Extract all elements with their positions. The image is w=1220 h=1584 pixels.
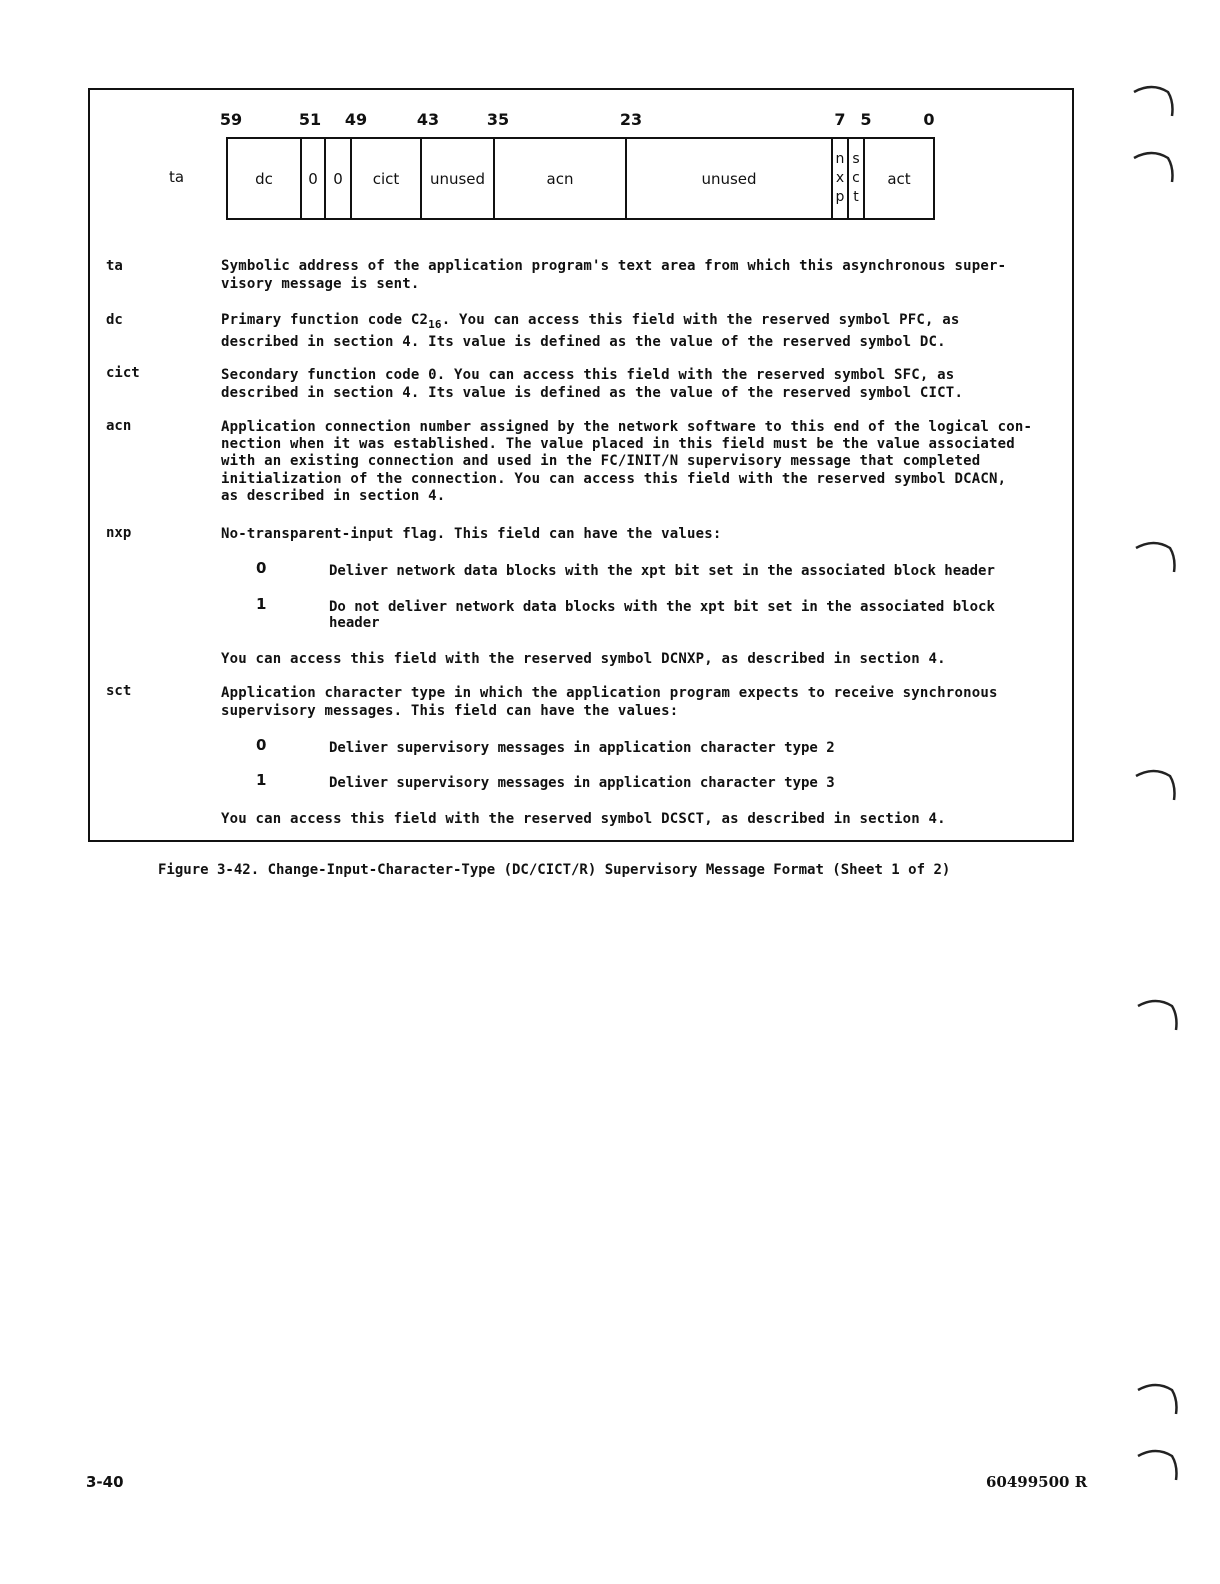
word-row-label: ta	[169, 168, 185, 186]
definition-line: nection when it was established. The value placed in this field must be the value associated	[221, 436, 1015, 453]
definition-line	[221, 312, 1061, 334]
binder-hole-mark-icon	[1132, 82, 1174, 120]
field-label: unused	[429, 169, 486, 188]
field-unused	[422, 139, 495, 218]
bit-number-59: 59	[219, 110, 243, 129]
value-description	[329, 775, 1049, 791]
field-dc	[228, 139, 302, 218]
value-description	[329, 563, 1049, 579]
value-number: 0	[256, 559, 267, 577]
text-span: . You can access this field with the reserved symbol PFC, as	[441, 312, 960, 328]
definition-cict	[221, 367, 1061, 402]
field-reserved-zero	[326, 139, 352, 218]
binder-hole-mark-icon	[1134, 538, 1176, 576]
field-act	[865, 139, 933, 218]
subscript: 16	[428, 318, 442, 331]
field-label: acn	[546, 169, 574, 188]
definition-line: with an existing connection and used in the FC/INIT/N supervisory message that completed	[221, 453, 981, 470]
field-label: n	[835, 151, 845, 167]
definition-line: Do not deliver network data blocks with the xpt bit set in the associated block	[329, 599, 995, 615]
definition-line: described in section 4. Its value is defined as the value of the reserved symbol CICT.	[221, 384, 964, 401]
field-nxp	[833, 139, 849, 218]
field-label: dc	[255, 169, 273, 188]
definition-line: header	[329, 615, 380, 631]
text-span: Primary function code C2	[221, 312, 429, 328]
definition-line: initialization of the connection. You can access this field with the reserved symbol DCACN,	[221, 470, 1007, 487]
message-word-diagram	[226, 137, 935, 220]
field-label: s	[852, 151, 860, 167]
definition-sct-outro: You can access this field with the reserved symbol DCSCT, as described in section 4.	[221, 811, 946, 827]
definition-line: Deliver network data blocks with the xpt bit set in the associated block header	[329, 563, 995, 579]
field-label: cict	[372, 169, 400, 188]
bit-number-35: 35	[486, 110, 510, 129]
definition-nxp-intro: No-transparent-input flag. This field can have the values:	[221, 526, 722, 542]
field-sct	[849, 139, 865, 218]
field-label: 0	[333, 169, 343, 188]
field-label: t	[853, 189, 859, 205]
field-label: c	[852, 170, 860, 186]
figure-caption: Figure 3-42. Change-Input-Character-Type (DC/CICT/R) Supervisory Message Format (Sheet 1 of 2)	[158, 862, 951, 878]
term-dc: dc	[106, 312, 123, 328]
field-reserved-zero	[302, 139, 326, 218]
field-label: act	[887, 169, 911, 188]
definition-acn	[221, 419, 1061, 505]
definition-dc	[221, 312, 1061, 351]
definition-line: Secondary function code 0. You can access this field with the reserved symbol SFC, as	[221, 367, 955, 383]
definition-ta	[221, 258, 1061, 293]
bit-number-49: 49	[344, 110, 368, 129]
field-cict	[352, 139, 422, 218]
term-sct: sct	[106, 683, 132, 699]
term-nxp: nxp	[106, 525, 132, 541]
definition-line: Application character type in which the application program expects to receive synchronous	[221, 685, 998, 701]
bit-number-51: 51	[298, 110, 322, 129]
term-acn: acn	[106, 418, 132, 434]
definition-sct-intro	[221, 685, 1061, 720]
definition-line: described in section 4. Its value is defined as the value of the reserved symbol DC.	[221, 333, 946, 350]
definition-line: Symbolic address of the application program's text area from which this asynchronous super-	[221, 258, 1007, 274]
field-label: p	[835, 189, 845, 205]
bit-number-43: 43	[416, 110, 440, 129]
field-label: 0	[308, 169, 318, 188]
binder-hole-mark-icon	[1134, 766, 1176, 804]
value-number: 1	[256, 771, 267, 789]
definition-line: visory message is sent.	[221, 275, 420, 292]
bit-number-0: 0	[923, 110, 935, 129]
bit-number-5: 5	[860, 110, 872, 129]
binder-hole-mark-icon	[1136, 996, 1178, 1034]
definition-nxp-outro: You can access this field with the reserved symbol DCNXP, as described in section 4.	[221, 651, 946, 667]
definition-line: Application connection number assigned by the network software to this end of the logical con-	[221, 419, 1033, 435]
field-label: x	[835, 170, 845, 186]
document-number: 60499500 R	[986, 1473, 1088, 1491]
value-description	[329, 599, 1049, 631]
bit-number-23: 23	[619, 110, 643, 129]
value-number: 0	[256, 736, 267, 754]
term-ta: ta	[106, 258, 123, 274]
binder-hole-mark-icon	[1136, 1446, 1178, 1484]
term-cict: cict	[106, 365, 140, 381]
field-acn	[495, 139, 627, 218]
value-description	[329, 740, 1049, 756]
binder-hole-mark-icon	[1136, 1380, 1178, 1418]
definition-line: as described in section 4.	[221, 487, 446, 504]
definition-line: Deliver supervisory messages in application character type 3	[329, 775, 835, 791]
field-unused	[627, 139, 833, 218]
definition-line: Deliver supervisory messages in application character type 2	[329, 740, 835, 756]
field-label: unused	[701, 169, 757, 188]
definition-line: supervisory messages. This field can have the values:	[221, 702, 679, 719]
bit-number-7: 7	[834, 110, 846, 129]
page-number: 3-40	[86, 1473, 124, 1491]
binder-hole-mark-icon	[1132, 148, 1174, 186]
value-number: 1	[256, 595, 267, 613]
